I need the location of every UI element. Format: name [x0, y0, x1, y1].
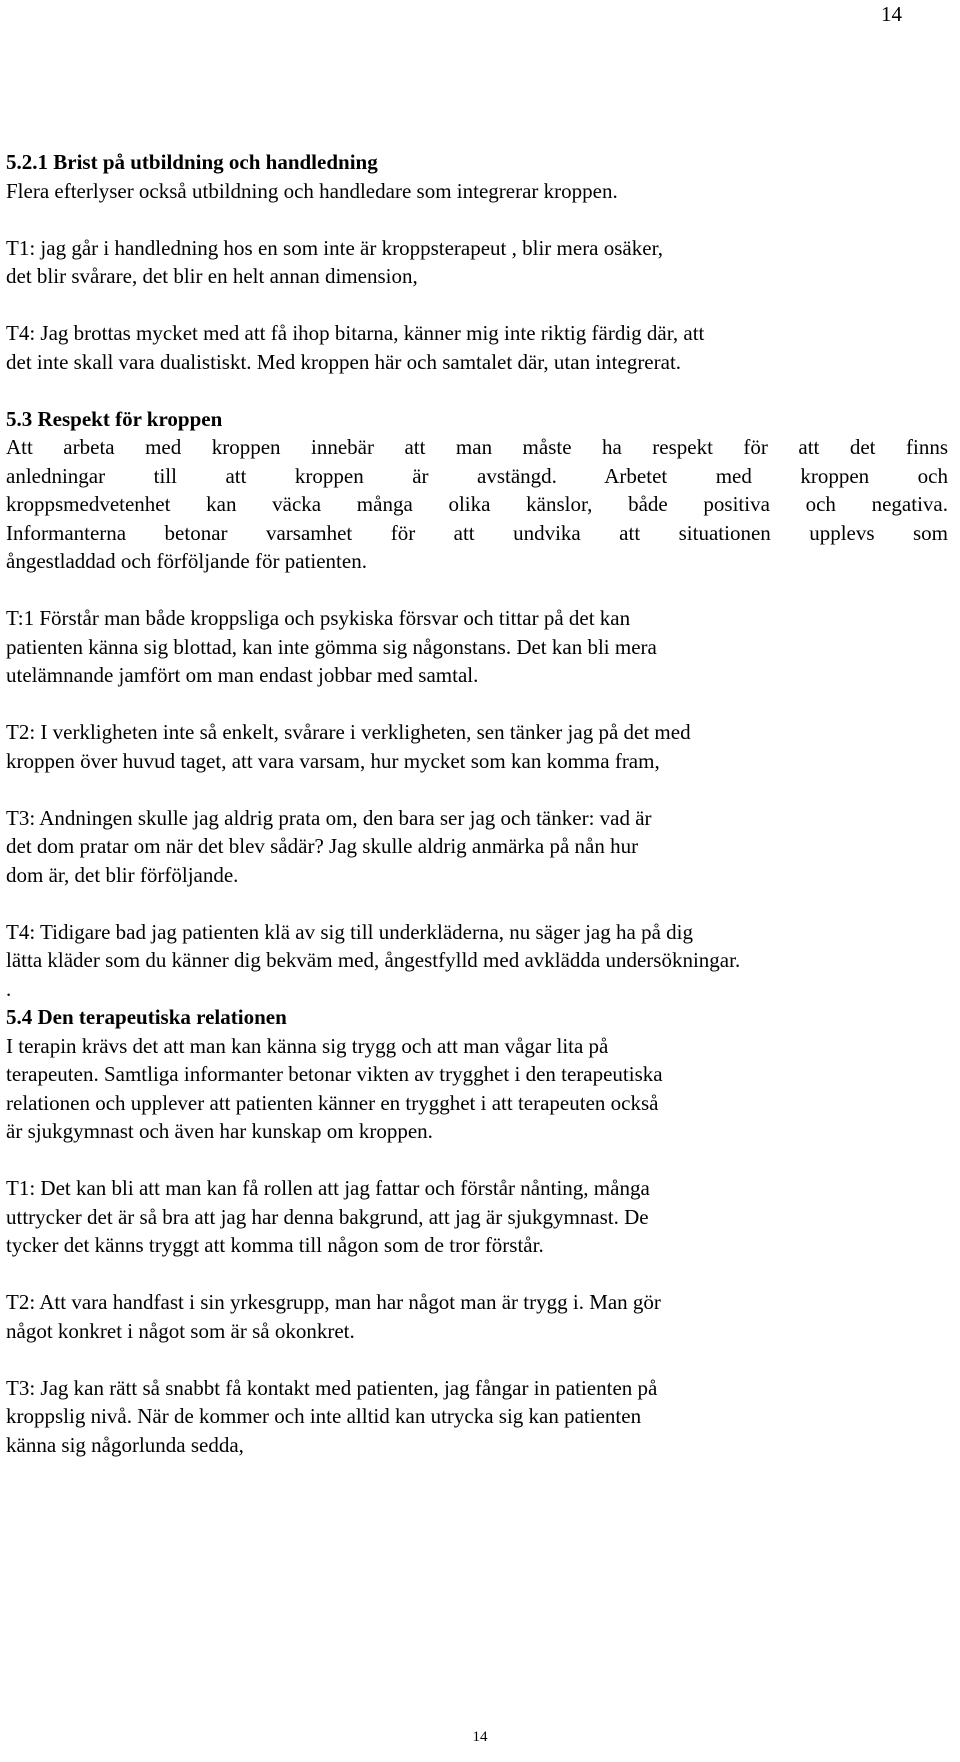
quote-line: T3: Jag kan rätt så snabbt få kontakt med patienten, jag fångar in patienten på — [6, 1375, 658, 1400]
spacer — [6, 690, 948, 719]
section-heading-5-4: 5.4 Den terapeutiska relationen — [6, 1005, 287, 1029]
quote-line: kroppslig nivå. När de kommer och inte alltid kan utrycka sig kan patienten — [6, 1404, 642, 1428]
quote-line: kroppen över huvud taget, att vara varsam, hur mycket som kan komma fram, — [6, 748, 660, 773]
spacer — [6, 1260, 948, 1289]
paragraph-line: är sjukgymnast och även har kunskap om kroppen. — [6, 1119, 433, 1143]
quote-line: T1: Det kan bli att man kan få rollen att jag fattar och förstår nånting, många — [6, 1176, 650, 1200]
spacer — [6, 376, 948, 405]
paragraph-line: Att arbeta med kroppen innebär att man måste ha respekt för att det finns — [6, 435, 948, 459]
section-heading-5-3: 5.3 Respekt för kroppen — [6, 406, 223, 431]
quote-line: utelämnande jamfört om man endast jobbar med samtal. — [6, 663, 479, 687]
quote-line: något konkret i något som är så okonkret. — [6, 1318, 355, 1343]
quote-line: det blir svårare, det blir en helt annan dimension, — [6, 264, 418, 288]
quote-line: T2: I verkligheten inte så enkelt, svårare i verkligheten, sen tänker jag på det med — [6, 720, 691, 744]
quote-line: T:1 Förstår man både kroppsliga och psykiska försvar och tittar på det kan — [6, 606, 631, 630]
document-body — [6, 148, 948, 1459]
page-number-bottom: 14 — [472, 1729, 488, 1745]
paragraph-line: I terapin krävs det att man kan känna sig trygg och att man vågar lita på — [6, 1033, 609, 1058]
paragraph-line: ångestladdad och förföljande för patienten. — [6, 549, 367, 573]
spacer — [6, 775, 948, 804]
paragraph-line: terapeuten. Samtliga informanter betonar vikten av trygghet i den terapeutiska — [6, 1062, 663, 1086]
quote-line: dom är, det blir förföljande. — [6, 862, 239, 887]
paragraph-line: anledningar till att kroppen är avstängd. Arbetet med kroppen och — [6, 463, 948, 488]
quote-line: . — [6, 976, 12, 1001]
paragraph-line: Flera efterlyser också utbildning och handledare som integrerar kroppen. — [6, 178, 618, 203]
page-number-top: 14 — [881, 2, 902, 26]
quote-line: det inte skall vara dualistiskt. Med kroppen här och samtalet där, utan integrerat. — [6, 349, 682, 374]
paragraph-line: Informanterna betonar varsamhet för att undvika att situationen upplevs som — [6, 520, 948, 545]
quote-line: patienten känna sig blottad, kan inte gömma sig någonstans. Det kan bli mera — [6, 634, 657, 659]
quote-line: tycker det känns tryggt att komma till någon som de tror förstår. — [6, 1233, 544, 1257]
quote-line: uttrycker det är så bra att jag har denna bakgrund, att jag är sjukgymnast. De — [6, 1204, 649, 1229]
spacer — [6, 291, 948, 320]
spacer — [6, 576, 948, 605]
quote-line: T1: jag går i handledning hos en som inte är kroppsterapeut , blir mera osäker, — [6, 235, 663, 260]
quote-line: T2: Att vara handfast i sin yrkesgrupp, man har något man är trygg i. Man gör — [6, 1290, 661, 1314]
quote-line: T4: Tidigare bad jag patienten klä av sig till underkläderna, nu säger jag ha på dig — [6, 919, 693, 944]
quote-line: lätta kläder som du känner dig bekväm med, ångestfylld med avklädda undersökningar. — [6, 948, 741, 972]
spacer — [6, 1345, 948, 1374]
quote-line: det dom pratar om när det blev sådär? Jag skulle aldrig anmärka på nån hur — [6, 834, 639, 858]
section-heading-5-2-1: 5.2.1 Brist på utbildning och handledning — [6, 150, 378, 174]
spacer — [6, 205, 948, 234]
spacer — [6, 889, 948, 918]
paragraph-line: relationen och upplever att patienten känner en trygghet i att terapeuten också — [6, 1090, 659, 1115]
quote-line: känna sig någorlunda sedda, — [6, 1432, 244, 1457]
quote-line: T3: Andningen skulle jag aldrig prata om, den bara ser jag och tänker: vad är — [6, 805, 652, 830]
quote-line: T4: Jag brottas mycket med att få ihop bitarna, känner mig inte riktig färdig där, att — [6, 321, 705, 345]
spacer — [6, 1146, 948, 1175]
paragraph-line: kroppsmedvetenhet kan väcka många olika känslor, både positiva och negativa. — [6, 492, 948, 516]
